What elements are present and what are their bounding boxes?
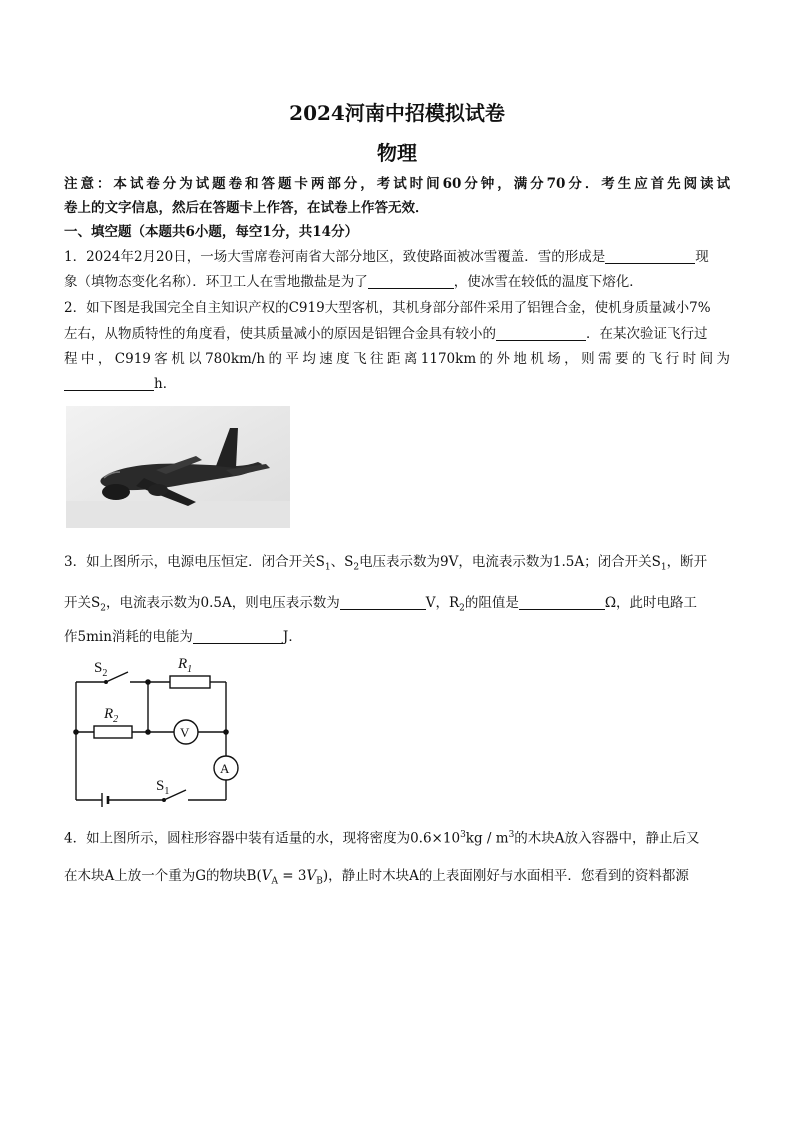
subject-title: 物理 <box>377 141 417 165</box>
notice-line-1: 注意：本试卷分为试题卷和答题卡两部分，考试时间60分钟，满分70分．考生应首先阅读试 <box>64 176 730 192</box>
question-4-line-2: 在木块A上放一个重为G的物块$B(V_A = 3V_B)$，静止时木块A的上表面刚好与水面相平．您看到的资料都源 <box>64 868 689 887</box>
volume-relation: $(V_A = 3V_B)$ <box>256 868 329 887</box>
label-r2: $R_2$ <box>104 706 119 725</box>
label-s2: $S_2$ <box>94 660 108 679</box>
answer-blank[interactable] <box>193 629 283 644</box>
question-3-line-2: 开关$S_2$，电流表示数为0.5A，则电压表示数为 V，$R_2$的阻值是 Ω，此时电路工 <box>64 595 698 614</box>
answer-blank[interactable] <box>496 326 586 341</box>
question-1-line-1: 1．2024年2月20日，一场大雪席卷河南省大部分地区，致使路面被冰雪覆盖．雪的形成是 现 <box>64 249 709 265</box>
answer-blank[interactable] <box>368 274 454 289</box>
question-2-line-3: 程中，C919客机以780km/h的平均速度飞往距离1170km的外地机场，则需要的飞行时间为 <box>64 351 730 367</box>
answer-blank[interactable] <box>519 595 605 610</box>
answer-blank[interactable] <box>64 376 154 391</box>
question-2-line-1: 2．如下图是我国完全自主知识产权的C919大型客机，其机身部分部件采用了铝锂合金，使机身质量减小7% <box>64 300 711 316</box>
section-heading: 一、填空题（本题共6小题，每空1分，共14分） <box>64 224 359 240</box>
ammeter-label: A <box>220 761 230 776</box>
circuit-diagram <box>62 652 252 812</box>
question-2-line-4: h． <box>64 372 730 396</box>
answer-blank[interactable] <box>605 249 695 264</box>
question-3-line-1: 3．如上图所示，电源电压恒定．闭合开关$S_1$、$S_2$电压表示数为9V，电流表示数为1.5A；闭合开关$S_1$，断开 <box>64 554 708 573</box>
voltmeter-label: V <box>180 725 190 740</box>
airplane-photo <box>66 406 290 528</box>
question-3-line-3: 作5min消耗的电能为 J． <box>64 629 302 645</box>
question-4-line-1: 4．如上图所示，圆柱形容器中装有适量的水，现将密度为$0.6\times 10^3kg / m^3$的木块A放入容器中，静止后又 <box>64 830 700 847</box>
label-s1: $S_1$ <box>156 778 170 797</box>
exam-title: 2024河南中招模拟试卷 <box>289 101 505 125</box>
answer-blank[interactable] <box>340 595 426 610</box>
question-2-line-2: 左右，从物质特性的角度看，使其质量减小的原因是铝锂合金具有较小的 ．在某次验证飞行过 <box>64 326 708 342</box>
label-r1: $R_1$ <box>178 656 193 675</box>
question-1-line-2: 象（填物态变化名称）．环卫工人在雪地撒盐是为了 ，使冰雪在较低的温度下熔化． <box>64 274 643 290</box>
notice-line-2: 卷上的文字信息，然后在答题卡上作答，在试卷上作答无效． <box>64 200 429 216</box>
